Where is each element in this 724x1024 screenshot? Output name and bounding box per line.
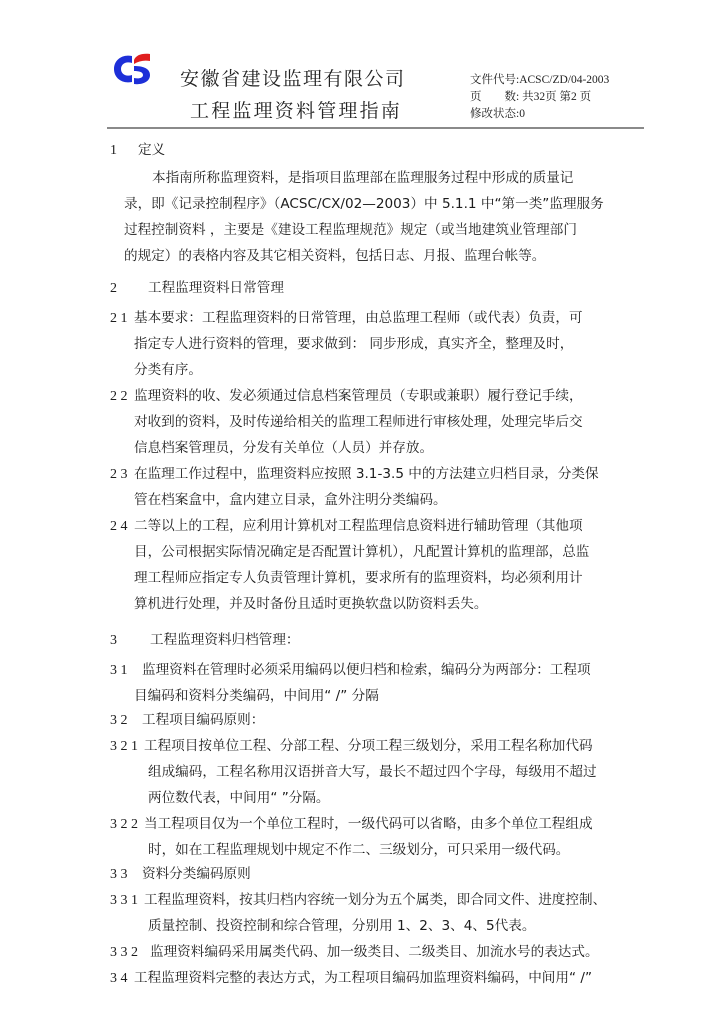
item-text-continued: 目，公司根据实际情况确定是否配置计算机），凡配置计算机的监理部，总监 <box>134 544 590 560</box>
list-item-3-3-2 <box>110 940 599 961</box>
revision-label: 修改状态: <box>470 108 520 120</box>
revision-value: 0 <box>519 108 525 120</box>
item-text: 工程项目按单位工程、分部工程、分项工程三级划分，采用工程名称加代码 <box>144 738 593 754</box>
item-number: 3 2 2 <box>110 817 138 832</box>
item-text-continued: 质量控制、投资控制和综合管理，分别用 1、2、3、4、5代表。 <box>148 918 536 934</box>
item-text-continued: 指定专人进行资料的管理，要求做到： 同步形成，真实齐全，整理及时， <box>134 336 574 352</box>
item-number: 2 1 <box>110 311 128 326</box>
item-number: 2 4 <box>110 519 128 534</box>
list-item-3-3 <box>110 862 251 883</box>
page-count-row <box>470 89 609 106</box>
list-item-3-2-2 <box>110 812 593 833</box>
item-text: 监理资料的收、发必须通过信息档案管理员（专职或兼职）履行登记手续， <box>134 388 583 404</box>
file-code-value: ACSC/ZD/04-2003 <box>519 74 610 86</box>
section-heading-1 <box>110 138 165 159</box>
section-title: 工程监理资料归档管理： <box>150 632 300 648</box>
item-text-continued: 组成编码，工程名称用汉语拼音大写，最长不超过四个字母，每级用不超过 <box>148 764 597 780</box>
item-text-continued: 管在档案盒中，盒内建立目录，盒外注明分类编码。 <box>134 492 447 508</box>
section-title: 工程监理资料日常管理 <box>148 280 284 296</box>
item-number: 3 2 <box>110 713 128 728</box>
revision-row <box>470 106 609 123</box>
item-number: 2 3 <box>110 467 128 482</box>
item-number: 3 2 1 <box>110 739 138 754</box>
item-text-continued: 对收到的资料，及时传递给相关的监理工程师进行审核处理，处理完毕后交 <box>134 414 583 430</box>
header-divider <box>107 127 644 129</box>
item-number: 3 1 <box>110 663 128 678</box>
item-text-continued: 目编码和资料分类编码，中间用“ /” 分隔 <box>134 688 379 704</box>
item-text-continued: 分类有序。 <box>134 362 202 378</box>
company-name: 安徽省建设监理有限公司 <box>180 68 406 90</box>
document-meta <box>470 72 609 123</box>
list-item-3-4 <box>110 966 592 987</box>
item-number: 2 2 <box>110 389 128 404</box>
list-item-3-2-1 <box>110 734 593 755</box>
item-text: 工程项目编码原则： <box>142 712 265 728</box>
paragraph-line: 本指南所称监理资料，是指项目监理部在监理服务过程中形成的质量记 <box>152 170 574 186</box>
list-item-2-4 <box>110 514 583 535</box>
list-item-2-3 <box>110 462 599 483</box>
list-item-2-2 <box>110 384 583 405</box>
section-heading-2 <box>110 276 284 297</box>
list-item-3-3-1 <box>110 888 606 909</box>
section-heading-3 <box>110 628 300 649</box>
paragraph-line: 的规定）的表格内容及其它相关资料，包括日志、月报、监理台帐等。 <box>124 248 546 264</box>
item-text-continued: 信息档案管理员，分发有关单位（人员）并存放。 <box>134 440 434 456</box>
paragraph-line: 录，即《记录控制程序》（ACSC/CX/02—2003）中 5.1.1 中“第一类”监理服务 <box>124 196 604 212</box>
item-number: 3 3 <box>110 867 128 882</box>
section-number: 3 <box>110 633 117 648</box>
item-text-continued: 算机进行处理，并及时备份且适时更换软盘以防资料丢失。 <box>134 596 488 612</box>
item-text-continued: 两位数代表，中间用“ ”分隔。 <box>148 790 330 806</box>
item-text: 基本要求：工程监理资料的日常管理，由总监理工程师（或代表）负责，可 <box>134 310 583 326</box>
item-text: 工程监理资料完整的表达方式，为工程项目编码加监理资料编码，中间用“ /” <box>134 970 592 986</box>
item-text: 二等以上的工程，应利用计算机对工程监理信息资料进行辅助管理（其他项 <box>134 518 583 534</box>
file-code-label: 文件代号: <box>470 74 520 86</box>
item-text: 监理资料在管理时必须采用编码以便归档和检索，编码分为两部分：工程项 <box>142 662 591 678</box>
list-item-3-2 <box>110 708 264 729</box>
item-number: 3 4 <box>110 971 128 986</box>
item-text: 资料分类编码原则 <box>142 866 251 882</box>
item-text: 在监理工作过程中，监理资料应按照 3.1-3.5 中的方法建立归档目录，分类保 <box>134 466 599 482</box>
item-text: 监理资料编码采用属类代码、加一级类目、二级类目、加流水号的表达式。 <box>150 944 599 960</box>
item-text-continued: 时，如在工程监理规划中规定不作二、三级划分，可只采用一级代码。 <box>148 842 570 858</box>
document-title: 工程监理资料管理指南 <box>190 100 403 122</box>
page-count-text: 页 数: 共32页 第2 页 <box>470 91 592 103</box>
section-number: 1 <box>110 143 117 158</box>
section-number: 2 <box>110 281 117 296</box>
paragraph-line: 过程控制资料 ，主要是《建设工程监理规范》规定（或当地建筑业管理部门 <box>124 222 577 238</box>
item-number: 3 3 2 <box>110 945 138 960</box>
item-text-continued: 理工程师应指定专人负责管理计算机，要求所有的监理资料，均必须利用计 <box>134 570 583 586</box>
section-title: 定义 <box>138 142 166 158</box>
item-text: 当工程项目仅为一个单位工程时，一级代码可以省略，由多个单位工程组成 <box>144 816 593 832</box>
cs-logo-icon <box>112 52 154 86</box>
item-number: 3 3 1 <box>110 893 138 908</box>
list-item-3-1 <box>110 658 591 679</box>
list-item-2-1 <box>110 306 583 327</box>
item-text: 工程监理资料，按其归档内容统一划分为五个属类，即合同文件、进度控制、 <box>144 892 607 908</box>
file-code-row <box>470 72 609 89</box>
